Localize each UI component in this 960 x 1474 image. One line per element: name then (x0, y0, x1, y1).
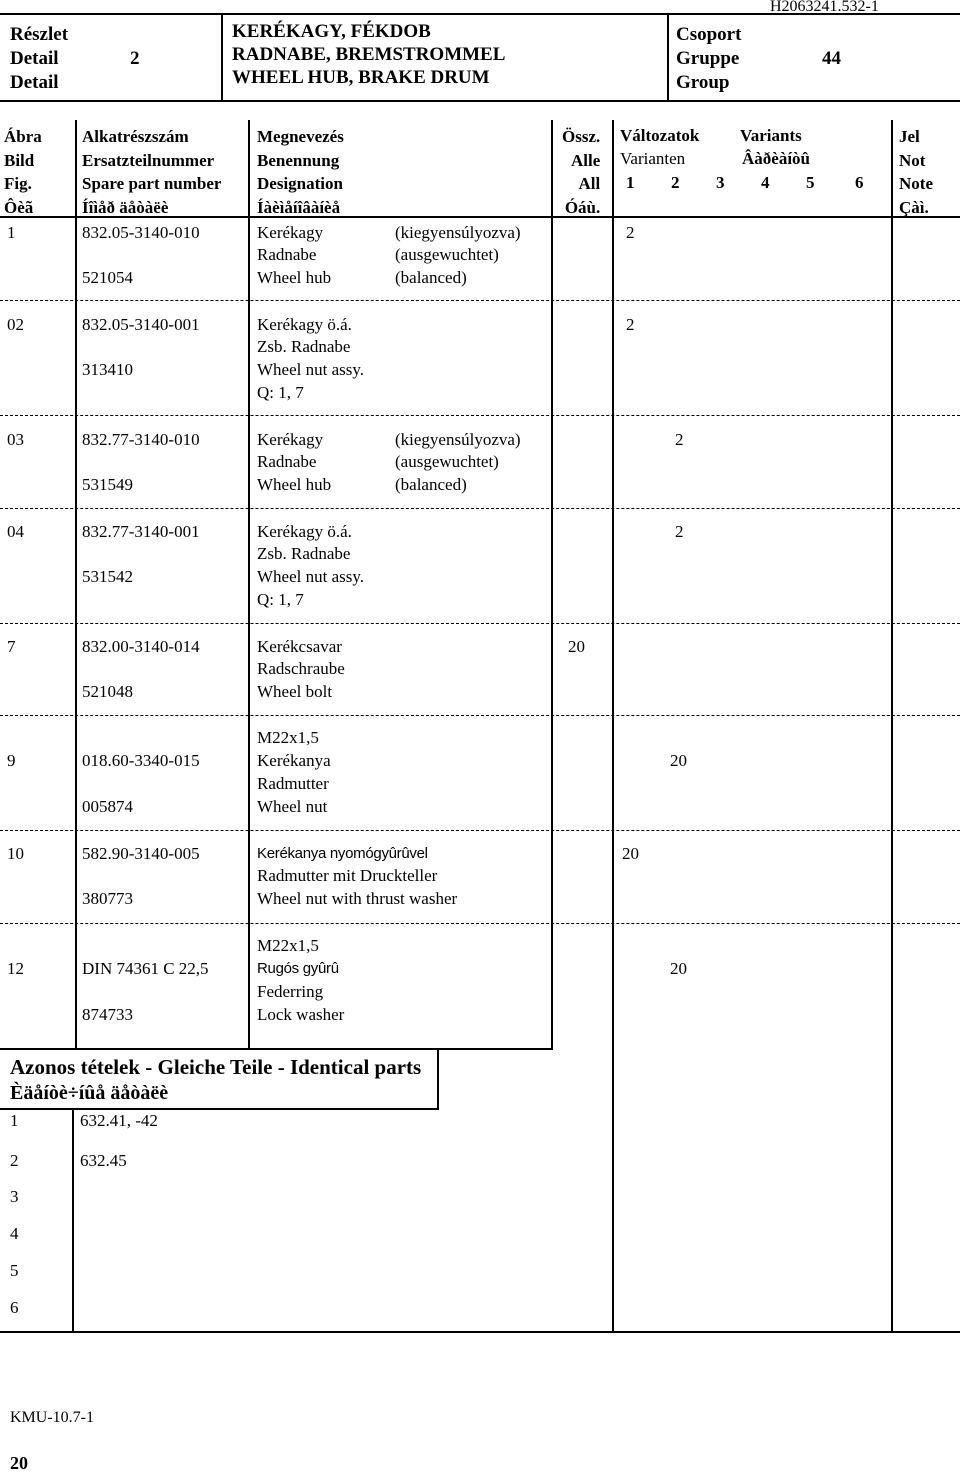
row-4-code: 531542 (82, 567, 133, 586)
title-hu: KERÉKAGY, FÉKDOB (232, 21, 431, 42)
row-3-designation-en: Wheel hub (257, 475, 332, 494)
variant-num-6: 6 (855, 173, 864, 192)
col-part-header: Alkatrészszám Ersatzteilnummer Spare part number Íîìåð äåòàëè (82, 127, 222, 217)
identical-item-6-number: 6 (10, 1298, 19, 1317)
header-top-border (0, 13, 960, 15)
variants-hu-label: Változatok (620, 126, 700, 145)
identical-item-2-number: 2 (10, 1151, 19, 1170)
row-2-designation-q: Q: 1, 7 (257, 383, 304, 402)
row-4-designation-q: Q: 1, 7 (257, 590, 304, 609)
col-designation-header: Megnevezés Benennung Designation Íàèìåíîâàíèå (257, 127, 344, 217)
row-3-extra-hu: (kiegyensúlyozva) (395, 430, 521, 449)
variant-num-4: 4 (761, 173, 770, 192)
row-3-part-number: 832.77-3140-010 (82, 430, 200, 449)
row-1-code: 521054 (82, 268, 133, 287)
row-5-designation-hu: Kerékcsavar (257, 637, 342, 656)
row-3-extra-de: (ausgewuchtet) (395, 452, 499, 471)
row-8-qty-variant-2: 20 (670, 959, 687, 978)
col-fig-header: Ábra Bild Fig. Ôèã (4, 127, 42, 217)
row-8-part-number: DIN 74361 C 22,5 (82, 959, 209, 978)
row-5-part-number: 832.00-3140-014 (82, 637, 200, 656)
row-8-size: M22x1,5 (257, 936, 319, 955)
row-8-designation-hu: Rugós gyûrû (257, 960, 339, 977)
title-de: RADNABE, BREMSTROMMEL (232, 44, 506, 65)
row-1-fig: 1 (7, 223, 16, 242)
detail-label-hu: Részlet (10, 24, 69, 45)
row-6-fig: 9 (7, 751, 16, 770)
row-3-qty-variant-2: 2 (675, 430, 684, 449)
row-separator (0, 508, 960, 509)
table-bottom-border (0, 1331, 960, 1333)
row-2-designation-de: Zsb. Radnabe (257, 337, 351, 356)
row-6-code: 005874 (82, 797, 133, 816)
row-4-designation-en: Wheel nut assy. (257, 567, 365, 586)
variant-num-2: 2 (671, 173, 680, 192)
identical-box-right-border (437, 1048, 439, 1109)
row-4-part-number: 832.77-3140-001 (82, 522, 200, 541)
detail-number: 2 (130, 48, 140, 69)
identical-parts-subtitle: Èäåíòè÷íûå äåòàëè (10, 1082, 169, 1104)
row-5-fig: 7 (7, 637, 16, 656)
group-label-en: Group (676, 72, 730, 93)
row-1-extra-hu: (kiegyensúlyozva) (395, 223, 521, 242)
col-note-header: Jel Not Note Çàì. (899, 127, 933, 217)
row-5-qty-total: 20 (568, 637, 585, 656)
row-1-part-number: 832.05-3140-010 (82, 223, 200, 242)
identical-box-top-border (0, 1048, 552, 1050)
variant-num-5: 5 (806, 173, 815, 192)
row-6-designation-hu: Kerékanya (257, 751, 331, 770)
row-5-code: 521048 (82, 682, 133, 701)
identical-list-divider (72, 1108, 74, 1332)
row-8-designation-en: Lock washer (257, 1005, 345, 1024)
row-7-designation-de: Radmutter mit Druckteller (257, 866, 438, 885)
variants-de-label: Varianten (620, 149, 686, 168)
row-8-code: 874733 (82, 1005, 133, 1024)
row-3-code: 531549 (82, 475, 133, 494)
identical-box-mid-border (0, 1108, 439, 1110)
identical-item-3-number: 3 (10, 1187, 19, 1206)
column-line-qty (612, 120, 614, 1333)
row-8-fig: 12 (7, 959, 24, 978)
row-7-fig: 10 (7, 844, 24, 863)
column-line-fig (75, 120, 77, 1050)
group-label-de: Gruppe (676, 48, 740, 69)
row-separator (0, 415, 960, 416)
document-code: H2063241.532-1 (770, 0, 879, 15)
row-4-designation-hu: Kerékagy ö.á. (257, 522, 352, 541)
identical-item-2-value: 632.45 (80, 1151, 127, 1170)
col-qty-header: Össz. Alle All Óáù. (562, 127, 601, 217)
group-number: 44 (822, 48, 841, 69)
footer-code: KMU-10.7-1 (10, 1409, 94, 1426)
row-3-designation-hu: Kerékagy (257, 430, 324, 449)
row-2-designation-hu: Kerékagy ö.á. (257, 315, 352, 334)
row-2-designation-en: Wheel nut assy. (257, 360, 365, 379)
identical-item-1-value: 632.41, -42 (80, 1111, 158, 1130)
row-7-code: 380773 (82, 889, 133, 908)
row-3-designation-de: Radnabe (257, 452, 317, 471)
row-4-fig: 04 (7, 522, 24, 541)
row-separator (0, 923, 960, 924)
detail-label-de: Detail (10, 48, 59, 69)
row-separator (0, 830, 960, 831)
row-6-size: M22x1,5 (257, 728, 319, 747)
row-separator (0, 300, 960, 301)
row-1-designation-en: Wheel hub (257, 268, 332, 287)
row-1-extra-de: (ausgewuchtet) (395, 245, 499, 264)
identical-item-5-number: 5 (10, 1261, 19, 1280)
variants-ru-label: Âàðèàíòû (742, 149, 810, 168)
column-line-designation (551, 120, 553, 1050)
row-2-part-number: 832.05-3140-001 (82, 315, 200, 334)
row-6-qty-variant-2: 20 (670, 751, 687, 770)
identical-parts-title: Azonos tételek - Gleiche Teile - Identical parts (10, 1055, 422, 1079)
title-en: WHEEL HUB, BRAKE DRUM (232, 67, 490, 88)
row-1-extra-en: (balanced) (395, 268, 467, 287)
row-3-extra-en: (balanced) (395, 475, 467, 494)
row-7-designation-en: Wheel nut with thrust washer (257, 889, 458, 908)
row-7-qty-variant-1: 20 (622, 844, 639, 863)
variants-en-label: Variants (740, 126, 802, 145)
row-1-qty-variant-1: 2 (626, 223, 635, 242)
row-5-designation-de: Radschraube (257, 659, 345, 678)
row-1-designation-hu: Kerékagy (257, 223, 324, 242)
identical-item-1-number: 1 (10, 1111, 19, 1130)
detail-label-en: Detail (10, 72, 59, 93)
row-3-fig: 03 (7, 430, 24, 449)
row-6-designation-de: Radmutter (257, 774, 329, 793)
column-line-note (891, 120, 893, 1333)
row-2-fig: 02 (7, 315, 24, 334)
identical-item-4-number: 4 (10, 1224, 19, 1243)
header-divider-2 (667, 13, 669, 100)
row-6-designation-en: Wheel nut (257, 797, 328, 816)
row-4-designation-de: Zsb. Radnabe (257, 544, 351, 563)
row-7-designation-hu: Kerékanya nyomógyûrûvel (257, 845, 428, 862)
variant-num-3: 3 (716, 173, 725, 192)
row-8-designation-de: Federring (257, 982, 324, 1001)
variant-num-1: 1 (626, 173, 635, 192)
header-divider-1 (221, 13, 223, 100)
page-number: 20 (10, 1453, 28, 1473)
row-4-qty-variant-2: 2 (675, 522, 684, 541)
row-separator (0, 623, 960, 624)
row-1-designation-de: Radnabe (257, 245, 317, 264)
row-6-part-number: 018.60-3340-015 (82, 751, 200, 770)
header-bottom-border (0, 100, 960, 102)
row-2-qty-variant-1: 2 (626, 315, 635, 334)
row-2-code: 313410 (82, 360, 133, 379)
group-label-hu: Csoport (676, 24, 742, 45)
row-7-part-number: 582.90-3140-005 (82, 844, 200, 863)
row-separator (0, 715, 960, 716)
column-line-part (248, 120, 250, 1050)
row-5-designation-en: Wheel bolt (257, 682, 333, 701)
